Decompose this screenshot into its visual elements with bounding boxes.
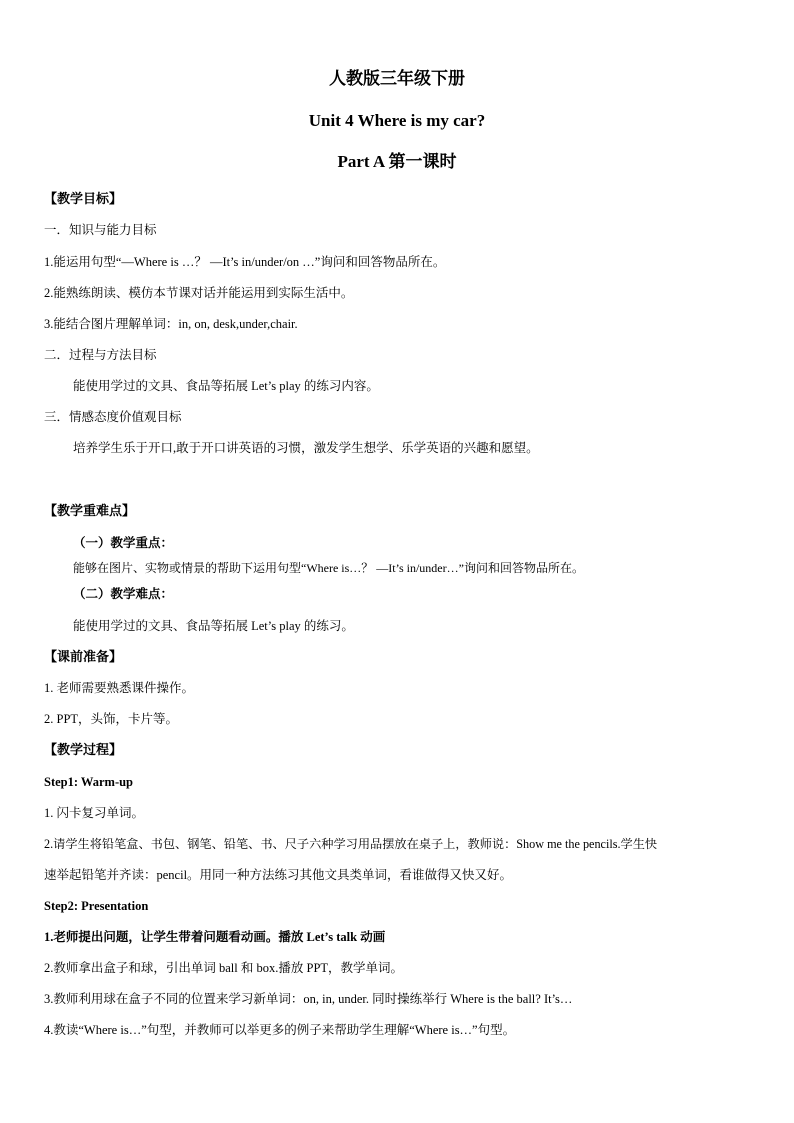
difficulty-text: 能使用学过的文具、食品等拓展 Let’s play 的练习。 bbox=[73, 619, 354, 633]
objective-section-2: 二．过程与方法目标 bbox=[44, 348, 157, 362]
step1-item: 2.请学生将铅笔盒、书包、钢笔、铅笔、书、尺子六种学习用品摆放在桌子上，教师说：Show me the pencils.学生快 bbox=[44, 837, 658, 851]
step1-item: 1. 闪卡复习单词。 bbox=[44, 806, 145, 820]
objective-section-3-text: 培养学生乐于开口,敢于开口讲英语的习惯，激发学生想学、乐学英语的兴趣和愿望。 bbox=[73, 441, 539, 455]
objectives-heading: 【教学目标】 bbox=[44, 191, 123, 206]
step1-item: 速举起铅笔并齐读：pencil。用同一种方法练习其他文具类单词，看谁做得又快又好。 bbox=[44, 868, 513, 882]
step2-title: Step2: Presentation bbox=[44, 899, 149, 913]
preparation-item: 1. 老师需要熟悉课件操作。 bbox=[44, 681, 195, 695]
step2-item: 2.教师拿出盒子和球，引出单词 ball 和 box.播放 PPT，教学单词。 bbox=[44, 961, 404, 975]
focus-text: 能够在图片、实物或情景的帮助下运用句型“Where is…？ —It’s in/under…”询问和回答物品所在。 bbox=[73, 561, 584, 575]
focus-title: （一）教学重点： bbox=[73, 536, 174, 550]
keypoints-heading: 【教学重难点】 bbox=[44, 503, 136, 518]
objective-item: 2.能熟练朗读、模仿本节课对话并能运用到实际生活中。 bbox=[44, 286, 354, 300]
part-title: Part A 第一课时 bbox=[337, 152, 457, 171]
process-heading: 【教学过程】 bbox=[44, 742, 123, 757]
step2-item: 3.教师利用球在盒子不同的位置来学习新单词：on, in, under. 同时操练举行 Where is the ball? It’s… bbox=[44, 992, 573, 1006]
step2-item: 4.教读“Where is…”句型，并教师可以举更多的例子来帮助学生理解“Where is…”句型。 bbox=[44, 1023, 516, 1037]
objective-item: 3.能结合图片理解单词：in, on, desk,under,chair. bbox=[44, 317, 298, 331]
objective-section-2-text: 能使用学过的文具、食品等拓展 Let’s play 的练习内容。 bbox=[73, 379, 379, 393]
unit-title: Unit 4 Where is my car? bbox=[308, 111, 486, 130]
objective-section-3: 三．情感态度价值观目标 bbox=[44, 410, 182, 424]
preparation-item: 2. PPT，头饰，卡片等。 bbox=[44, 712, 179, 726]
preparation-heading: 【课前准备】 bbox=[44, 649, 123, 664]
objective-item: 1.能运用句型“—Where is …？ —It’s in/under/on …”询问和回答物品所在。 bbox=[44, 255, 446, 269]
step2-item: 1.老师提出问题，让学生带着问题看动画。播放 Let’s talk 动画 bbox=[44, 930, 386, 944]
difficulty-title: （二）教学难点： bbox=[73, 587, 174, 601]
step1-title: Step1: Warm-up bbox=[44, 775, 134, 789]
objective-section-1: 一．知识与能力目标 bbox=[44, 223, 157, 237]
document-title: 人教版三年级下册 bbox=[329, 69, 465, 88]
